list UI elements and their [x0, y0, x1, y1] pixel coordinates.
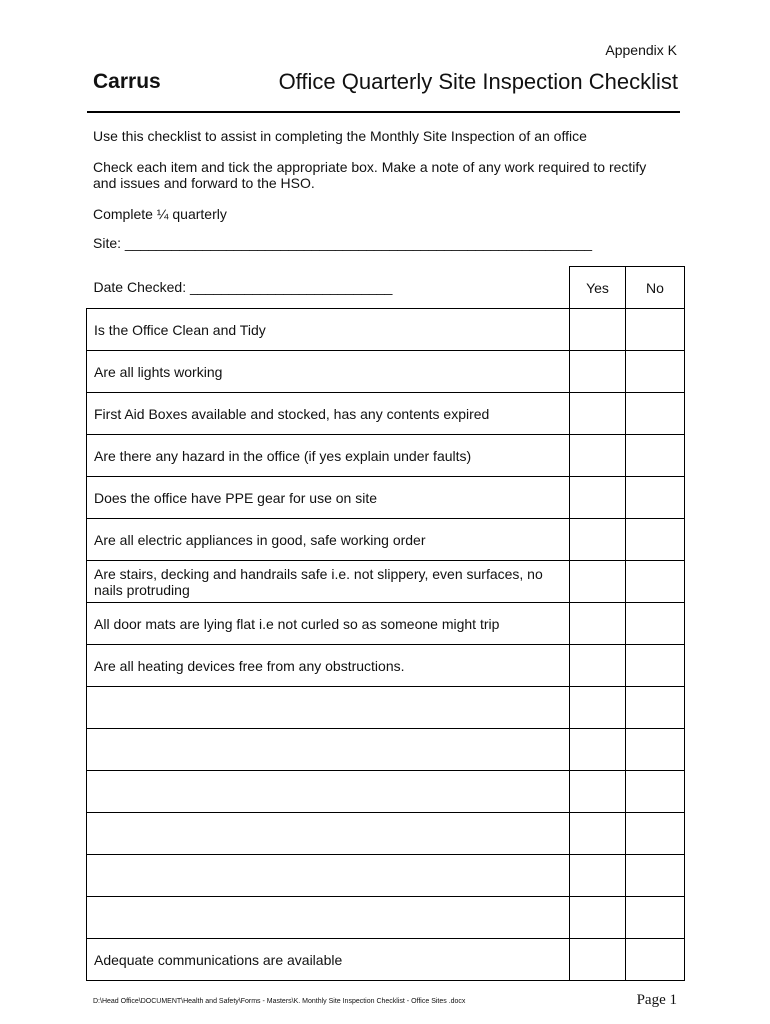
- no-checkbox-cell[interactable]: [626, 939, 685, 981]
- checklist-item: [87, 855, 570, 897]
- checklist-item: Are all lights working: [87, 351, 570, 393]
- date-checked-field[interactable]: Date Checked: __________________________: [87, 267, 570, 309]
- inspection-checklist-table: [86, 266, 685, 981]
- table-row: [87, 729, 685, 771]
- yes-checkbox-cell[interactable]: [570, 603, 626, 645]
- checklist-item: Are stairs, decking and handrails safe i.e. not slippery, even surfaces, no nails protruding: [87, 561, 570, 603]
- table-row: [87, 519, 685, 561]
- table-row: [87, 561, 685, 603]
- no-column-header: No: [626, 267, 685, 309]
- no-checkbox-cell[interactable]: [626, 435, 685, 477]
- yes-checkbox-cell[interactable]: [570, 939, 626, 981]
- no-checkbox-cell[interactable]: [626, 645, 685, 687]
- table-row: [87, 939, 685, 981]
- checklist-item: Is the Office Clean and Tidy: [87, 309, 570, 351]
- checklist-item: Does the office have PPE gear for use on site: [87, 477, 570, 519]
- table-header-row: [87, 267, 685, 309]
- no-checkbox-cell[interactable]: [626, 603, 685, 645]
- table-row: [87, 771, 685, 813]
- yes-checkbox-cell[interactable]: [570, 771, 626, 813]
- no-checkbox-cell[interactable]: [626, 729, 685, 771]
- no-checkbox-cell[interactable]: [626, 561, 685, 603]
- table-row: [87, 897, 685, 939]
- intro-purpose: Use this checklist to assist in completing the Monthly Site Inspection of an office: [93, 128, 587, 144]
- table-row: [87, 435, 685, 477]
- checklist-item: [87, 729, 570, 771]
- intro-instructions: Check each item and tick the appropriate box. Make a note of any work required to rectify and issues and forward to the HSO.: [93, 159, 647, 191]
- checklist-item: Are all heating devices free from any obstructions.: [87, 645, 570, 687]
- checklist-item: Adequate communications are available: [87, 939, 570, 981]
- checklist-item: [87, 771, 570, 813]
- yes-checkbox-cell[interactable]: [570, 813, 626, 855]
- yes-checkbox-cell[interactable]: [570, 309, 626, 351]
- no-checkbox-cell[interactable]: [626, 897, 685, 939]
- site-field[interactable]: Site: ____________________________________________________________: [93, 235, 593, 251]
- checklist-item: First Aid Boxes available and stocked, has any contents expired: [87, 393, 570, 435]
- yes-checkbox-cell[interactable]: [570, 855, 626, 897]
- no-checkbox-cell[interactable]: [626, 813, 685, 855]
- checklist-item: [87, 687, 570, 729]
- yes-column-header: Yes: [570, 267, 626, 309]
- table-row: [87, 645, 685, 687]
- no-checkbox-cell[interactable]: [626, 771, 685, 813]
- no-checkbox-cell[interactable]: [626, 519, 685, 561]
- header-rule: [87, 111, 680, 113]
- table-row: [87, 309, 685, 351]
- page-number: Page 1: [636, 992, 677, 1008]
- no-checkbox-cell[interactable]: [626, 309, 685, 351]
- yes-checkbox-cell[interactable]: [570, 477, 626, 519]
- yes-checkbox-cell[interactable]: [570, 897, 626, 939]
- yes-checkbox-cell[interactable]: [570, 687, 626, 729]
- table-row: [87, 603, 685, 645]
- table-row: [87, 687, 685, 729]
- appendix-label: Appendix K: [605, 42, 677, 58]
- checklist-item: Are there any hazard in the office (if yes explain under faults): [87, 435, 570, 477]
- table-row: [87, 813, 685, 855]
- footer-file-path: D:\Head Office\DOCUMENT\Health and Safety\Forms - Masters\K. Monthly Site Inspection Checklist - Office Sites .docx: [93, 998, 466, 1005]
- yes-checkbox-cell[interactable]: [570, 519, 626, 561]
- checklist-item: All door mats are lying flat i.e not curled so as someone might trip: [87, 603, 570, 645]
- no-checkbox-cell[interactable]: [626, 687, 685, 729]
- table-row: [87, 477, 685, 519]
- intro-frequency: Complete ¼ quarterly: [93, 206, 227, 222]
- no-checkbox-cell[interactable]: [626, 351, 685, 393]
- yes-checkbox-cell[interactable]: [570, 645, 626, 687]
- no-checkbox-cell[interactable]: [626, 393, 685, 435]
- yes-checkbox-cell[interactable]: [570, 561, 626, 603]
- table-row: [87, 393, 685, 435]
- yes-checkbox-cell[interactable]: [570, 435, 626, 477]
- no-checkbox-cell[interactable]: [626, 477, 685, 519]
- checklist-item: [87, 813, 570, 855]
- yes-checkbox-cell[interactable]: [570, 393, 626, 435]
- document-title: Office Quarterly Site Inspection Checklist: [278, 69, 678, 94]
- yes-checkbox-cell[interactable]: [570, 729, 626, 771]
- yes-checkbox-cell[interactable]: [570, 351, 626, 393]
- table-row: [87, 351, 685, 393]
- no-checkbox-cell[interactable]: [626, 855, 685, 897]
- checklist-item: Are all electric appliances in good, safe working order: [87, 519, 570, 561]
- company-name: Carrus: [93, 70, 161, 93]
- checklist-item: [87, 897, 570, 939]
- table-row: [87, 855, 685, 897]
